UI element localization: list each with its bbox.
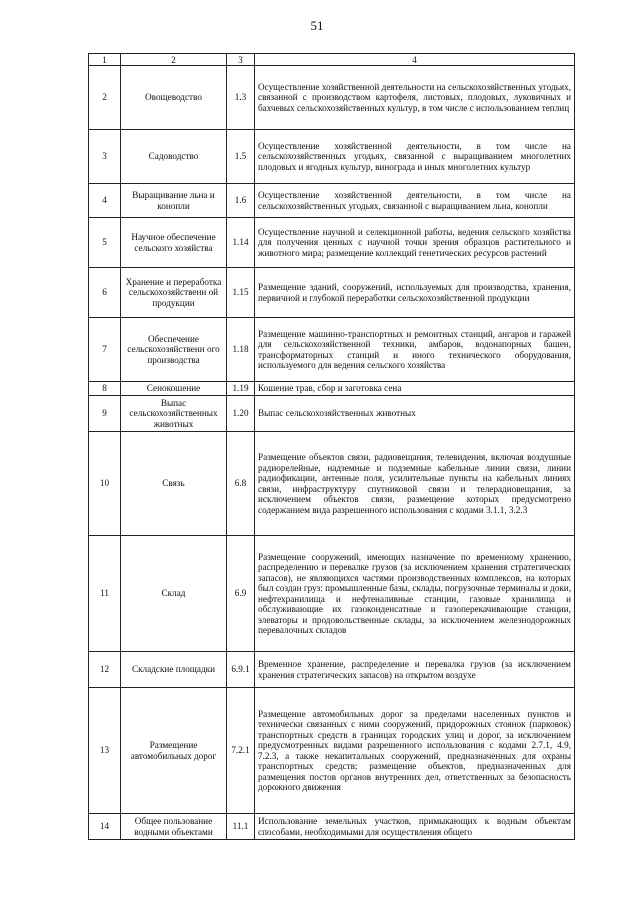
table-row: [89, 536, 575, 652]
row-number: 5: [89, 218, 121, 268]
table-header-row: [89, 54, 575, 66]
row-number: 7: [89, 318, 121, 382]
use-type-description: Выпас сельскохозяйственных животных: [255, 396, 575, 432]
use-type-name: Складские площадки: [121, 652, 227, 688]
use-type-description: Размещение автомобильных дорог за пределами населенных пунктов и технически связанных с ними сооружений, придорожных стоянок (парковок) транспортных средств в границах городских улиц и дорог, за исключением предусмотренных видами разрешенного использования с кодами 2.7.1, 4.9, 7.2.3, а также некапитальных сооружений, предназначенных для охраны транспортных средств; размещение объектов, предназначенных для размещения постов органов внутренних дел, ответственных за безопасность дорожного движения: [255, 688, 575, 814]
use-type-name: Научное обеспечение сельского хозяйства: [121, 218, 227, 268]
use-type-description: Использование земельных участков, примыкающих к водным объектам способами, необходимыми для осуществления общего: [255, 814, 575, 840]
use-type-code: 1.6: [227, 184, 255, 218]
use-type-code: 1.19: [227, 382, 255, 396]
use-type-code: 1.14: [227, 218, 255, 268]
table-row: [89, 432, 575, 536]
table-row: [89, 130, 575, 184]
use-type-description: Размещение машинно-транспортных и ремонтных станций, ангаров и гаражей для сельскохозяйственной техники, амбаров, водонапорных башен, трансформаторных станций и иного технического оборудования, используемого для ведения сельского хозяйства: [255, 318, 575, 382]
use-type-name: Выращивание льна и конопли: [121, 184, 227, 218]
row-number: 14: [89, 814, 121, 840]
use-type-code: 6.9.1: [227, 652, 255, 688]
use-type-code: 11.1: [227, 814, 255, 840]
row-number: 6: [89, 268, 121, 318]
use-type-name: Садоводство: [121, 130, 227, 184]
use-type-description: Осуществление хозяйственной деятельности на сельскохозяйственных угодьях, связанной с производством картофеля, листовых, плодовых, луковичных и бахчевых сельскохозяйственных культур, в том числе с использованием теплиц: [255, 66, 575, 130]
table-row: [89, 396, 575, 432]
use-type-code: 1.20: [227, 396, 255, 432]
row-number: 13: [89, 688, 121, 814]
row-number: 9: [89, 396, 121, 432]
header-cell: 3: [227, 54, 255, 66]
header-cell: 2: [121, 54, 227, 66]
use-type-name: Общее пользование водными объектами: [121, 814, 227, 840]
row-number: 2: [89, 66, 121, 130]
use-type-code: 6.8: [227, 432, 255, 536]
use-type-name: Сенокошение: [121, 382, 227, 396]
row-number: 4: [89, 184, 121, 218]
use-type-description: Временное хранение, распределение и перевалка грузов (за исключением хранения стратегических запасов) на открытом воздухе: [255, 652, 575, 688]
use-type-code: 7.2.1: [227, 688, 255, 814]
header-cell: 4: [255, 54, 575, 66]
table-row: [89, 688, 575, 814]
use-type-description: Кошение трав, сбор и заготовка сена: [255, 382, 575, 396]
table-row: [89, 268, 575, 318]
table-row: [89, 652, 575, 688]
table-row: [89, 184, 575, 218]
use-type-code: 1.3: [227, 66, 255, 130]
use-type-name: Овощеводство: [121, 66, 227, 130]
use-type-code: 1.18: [227, 318, 255, 382]
use-type-description: Осуществление научной и селекционной работы, ведения сельского хозяйства для получения ценных с научной точки зрения образцов растительного и животного мира; размещение коллекций генетических ресурсов растений: [255, 218, 575, 268]
use-type-name: Размещение автомобильных дорог: [121, 688, 227, 814]
table-row: [89, 318, 575, 382]
table-row: [89, 382, 575, 396]
use-type-description: Осуществление хозяйственной деятельности, в том числе на сельскохозяйственных угодьях, связанной с выращиванием многолетних плодовых и ягодных культур, винограда и иных многолетних культур: [255, 130, 575, 184]
row-number: 10: [89, 432, 121, 536]
use-type-name: Хранение и переработка сельскохозяйственн ой продукции: [121, 268, 227, 318]
page-number: 51: [310, 18, 324, 33]
header-cell: 1: [89, 54, 121, 66]
use-type-code: 1.15: [227, 268, 255, 318]
row-number: 11: [89, 536, 121, 652]
row-number: 3: [89, 130, 121, 184]
use-type-name: Склад: [121, 536, 227, 652]
land-use-table: [88, 53, 575, 840]
use-type-code: 6.9: [227, 536, 255, 652]
use-type-name: Обеспечение сельскохозяйственн ого производства: [121, 318, 227, 382]
table-row: [89, 218, 575, 268]
table-row: [89, 66, 575, 130]
use-type-description: Размещение зданий, сооружений, используемых для производства, хранения, первичной и глубокой переработки сельскохозяйственной продукции: [255, 268, 575, 318]
use-type-name: Выпас сельскохозяйственных животных: [121, 396, 227, 432]
row-number: 8: [89, 382, 121, 396]
use-type-description: Размещение объектов связи, радиовещания, телевидения, включая воздушные радиорелейные, надземные и подземные кабельные линии связи, линии радиофикации, антенные поля, усилительные пункты на кабельных линиях связи, инфраструктуру спутниковой связи и телерадиовещания, за исключением объектов связи, размещение которых предусмотрено содержанием вида разрешенного использования с кодами 3.1.1, 3.2.3: [255, 432, 575, 536]
row-number: 12: [89, 652, 121, 688]
use-type-description: Размещение сооружений, имеющих назначение по временному хранению, распределению и перевалке грузов (за исключением хранения стратегических запасов), не являющихся частями производственных комплексов, на которых был создан груз: промышленные базы, склады, погрузочные терминалы и доки, нефтехранилища и нефтеналивные станции, газовые хранилища и обслуживающие их газоконденсатные и газоперекачивающие станции, элеваторы и продовольственные склады, за исключением железнодорожных перевалочных складов: [255, 536, 575, 652]
table-row: [89, 814, 575, 840]
use-type-name: Связь: [121, 432, 227, 536]
use-type-description: Осуществление хозяйственной деятельности, в том числе на сельскохозяйственных угодьях, связанной с выращиванием льна, конопли: [255, 184, 575, 218]
use-type-code: 1.5: [227, 130, 255, 184]
